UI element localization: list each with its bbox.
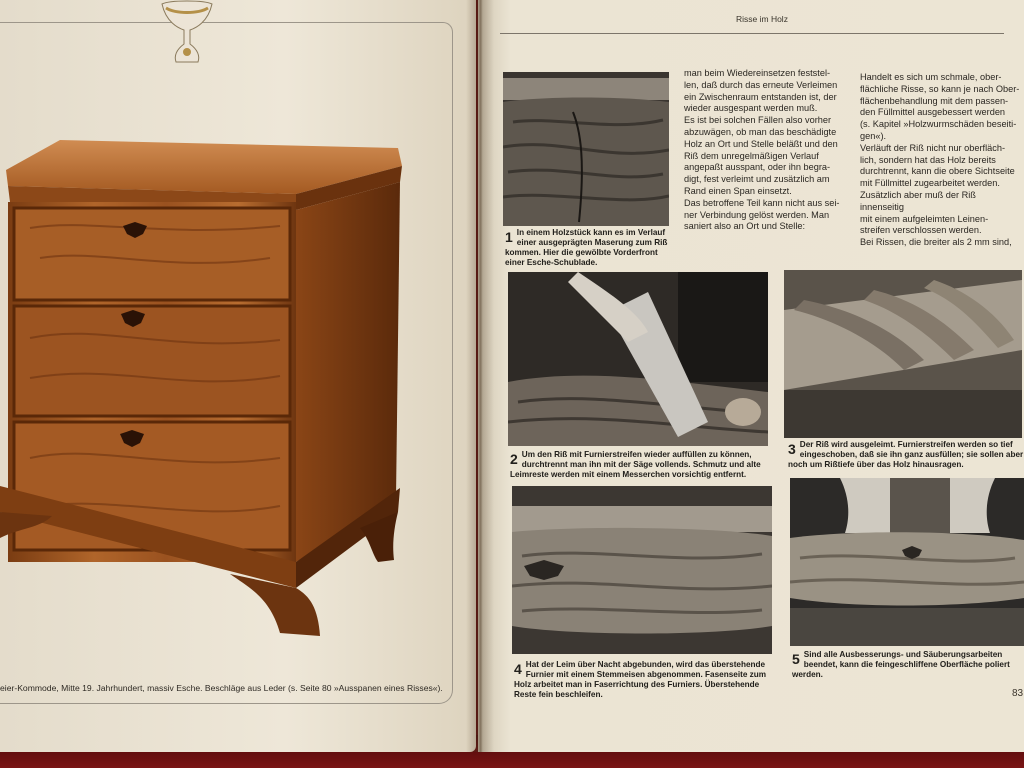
photo-5-finished-drawer [790, 478, 1024, 646]
caption-number: 3 [788, 441, 796, 457]
caption-5 [792, 650, 1024, 680]
text-line: Handelt es sich um schmale, ober- [860, 72, 1002, 82]
caption-4 [514, 660, 776, 700]
text-line: Rand einen Span einsetzt. [684, 185, 792, 196]
photo-3-veneer-strips [784, 270, 1022, 438]
text-line: man beim Wiedereinsetzen feststel- [684, 68, 831, 78]
text-line: angepaßt ausspant, oder ihn begra- [684, 162, 831, 173]
text-line: len, daß durch das erneute Verleimen [684, 79, 838, 90]
text-line: abzuwägen, ob man das beschädigte [684, 126, 837, 137]
caption-text: Hat der Leim über Nacht abgebunden, wird das überstehende Furnier mit einem Stemmeisen abgenommen. Fasenseite zum Holz arbeitet man in Faserrichtung des Furniers. Überstehende Reste fein beschleifen. [514, 660, 767, 699]
text-line: gen«). [860, 130, 887, 141]
text-line: lich, sondern hat das Holz bereits [860, 154, 996, 165]
book-gutter [466, 0, 494, 752]
left-page [0, 0, 476, 752]
chest-of-drawers-photo [0, 108, 410, 638]
text-line: Verläuft der Riß nicht nur oberfläch- [860, 142, 1006, 153]
text-line: flächliche Risse, so kann je nach Ober- [860, 83, 1020, 94]
porcelain-cup-photo [160, 0, 214, 66]
text-line: mit einem aufgeleimten Leinen- [860, 213, 989, 224]
caption-number: 2 [510, 451, 518, 467]
caption-text: Um den Riß mit Furnierstreifen wieder auffüllen zu können, durchtrennt man ihn mit der Säge vollends. Schmutz und alte Leimreste werden mit einem Messerchen vorsichtig entfernt. [510, 450, 761, 479]
text-line: Das betroffene Teil kann nicht aus sei- [684, 197, 840, 208]
caption-2 [510, 450, 775, 480]
text-line: digt, fest verleimt und zusätzlich am [684, 174, 830, 185]
text-line: ein Zwischenraum entstanden ist, der [684, 91, 837, 102]
text-line: durchtrennt, kann die obere Sichtseite [860, 166, 1015, 177]
caption-text: Sind alle Ausbesserungs- und Säuberungsarbeiten beendet, kann die feingeschliffene Oberfläche poliert werden. [792, 650, 1010, 679]
caption-number: 4 [514, 661, 522, 677]
photo-2-sawing [508, 272, 768, 446]
text-column-1 [684, 68, 854, 233]
text-line: (s. Kapitel »Holzwurmschäden beseiti- [860, 119, 1017, 130]
text-line: streifen verschlossen werden. [860, 225, 982, 236]
text-line: ner Verbindung gelöst werden. Man [684, 209, 830, 220]
text-line: Holz an Ort und Stelle beläßt und den [684, 138, 838, 149]
text-line: Riß dem unregelmäßigen Verlauf [684, 150, 819, 161]
caption-text: In einem Holzstück kann es im Verlauf einer ausgeprägten Maserung zum Riß kommen. Hier die gewölbte Vorderfront einer Esche-Schublade. [505, 228, 668, 267]
text-line: Bei Rissen, die breiter als 2 mm sind, [860, 237, 1012, 248]
text-line: Es ist bei solchen Fällen also vorher [684, 115, 832, 126]
figure-caption: eier-Kommode, Mitte 19. Jahrhundert, massiv Esche. Beschläge aus Leder (s. Seite 80 »Ausspanen eines Risses«). [0, 683, 443, 693]
text-line: den Füllmittel ausgebessert werden [860, 107, 1006, 118]
caption-text: Der Riß wird ausgeleimt. Furnierstreifen werden so tief eingeschoben, daß sie ihn ganz ausfüllen; sie sollen aber noch um Rißtiefe über das Holz hinausragen. [788, 440, 1024, 469]
text-line: mit Füllmittel zugearbeitet werden. [860, 178, 1000, 189]
caption-3 [788, 440, 1024, 470]
photo-4-drawer-front [512, 486, 772, 654]
page-number: 83 [1012, 688, 1024, 699]
caption-1 [505, 228, 675, 268]
caption-number: 1 [505, 229, 513, 245]
text-line: flächenbehandlung mit dem passen- [860, 95, 1009, 106]
caption-number: 5 [792, 651, 800, 667]
photo-1-drawer-crack [503, 72, 669, 226]
header-rule [500, 33, 1004, 34]
text-line: Zusätzlich aber muß der Riß innenseitig [860, 189, 976, 212]
text-column-2 [860, 72, 1020, 249]
text-line: saniert also an Ort und Stelle: [684, 221, 806, 232]
text-line: wieder ausgespant werden muß. [684, 103, 818, 114]
running-header: Risse im Holz [736, 14, 788, 24]
